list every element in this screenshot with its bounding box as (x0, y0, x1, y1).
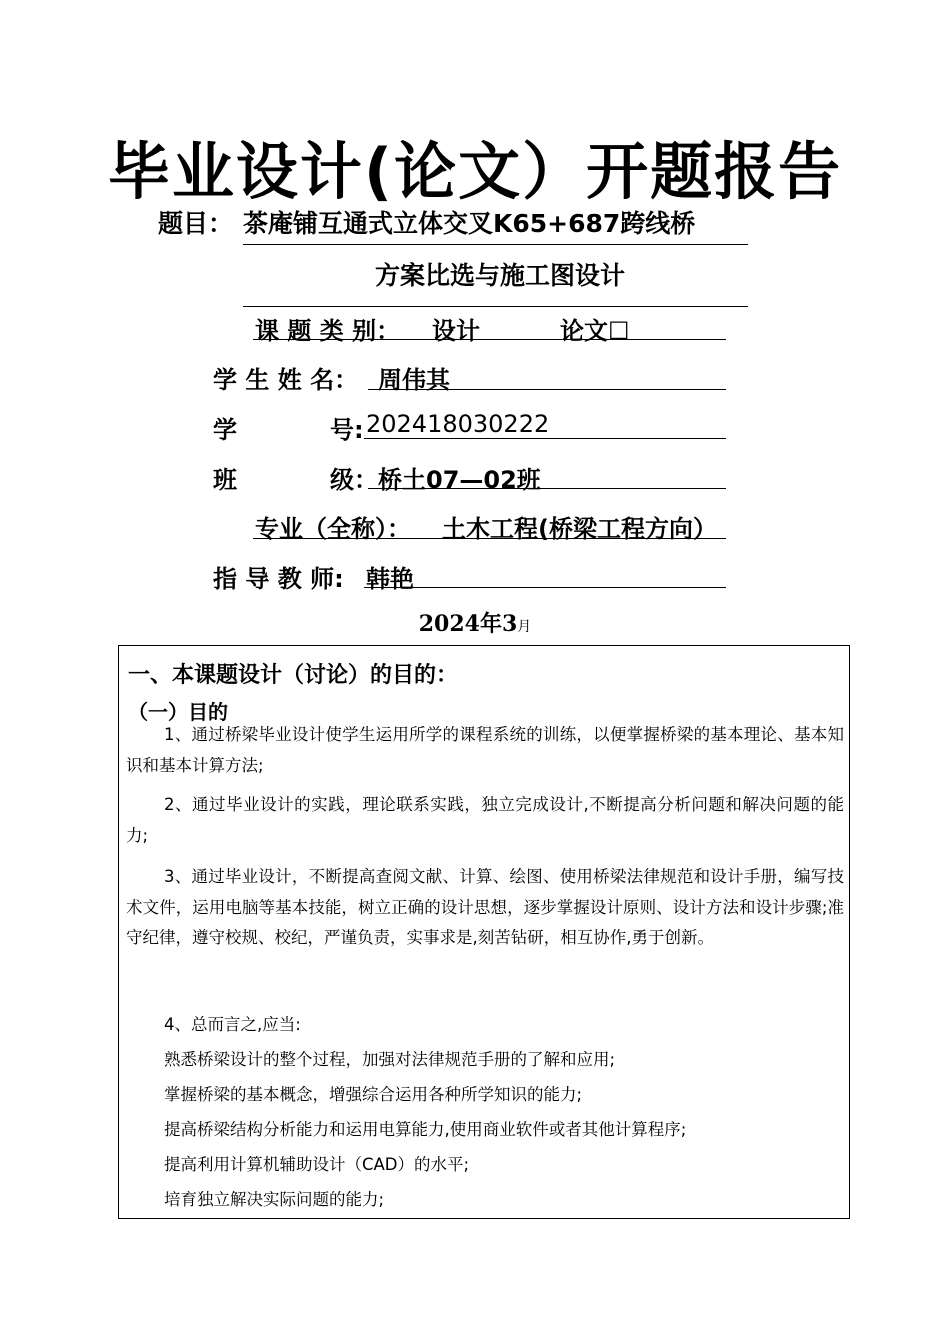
student-id-value: 202418030222 (366, 410, 550, 438)
category-label: 课 题 类 别： (255, 317, 401, 345)
major-value: 土木工程(桥梁工程方向） (442, 515, 717, 543)
student-id-label-b: 号: (330, 416, 364, 444)
goal-item: 培育独立解决实际问题的能力; (164, 1190, 385, 1209)
topic-line-1: 茶庵铺互通式立体交叉K65+687跨线桥 (243, 209, 696, 238)
name-underline (368, 389, 726, 390)
class-underline (368, 488, 726, 489)
paragraph-1: 1、通过桥梁毕业设计使学生运用所学的课程系统的训练，以便掌握桥梁的基本理论、基本知识和基本计算方法; (126, 725, 844, 775)
advisor-underline (364, 587, 726, 588)
goal-item: 熟悉桥梁设计的整个过程，加强对法律规范手册的了解和应用; (164, 1050, 616, 1069)
student-id-label-a: 学 (213, 416, 237, 444)
advisor-label: 指 导 教 师: (213, 565, 344, 593)
category-thesis-checkbox: 论文☐ (560, 317, 630, 345)
category-underline (253, 339, 726, 340)
goal-item: 掌握桥梁的基本概念，增强综合运用各种所学知识的能力; (164, 1085, 583, 1104)
goal-item: 提高利用计算机辅助设计（CAD）的水平; (164, 1155, 470, 1174)
student-name-label: 学 生 姓 名： (213, 366, 359, 394)
major-underline (253, 538, 726, 539)
paragraph-4: 4、总而言之,应当: (164, 1015, 301, 1034)
page-title: 毕业设计(论文）开题报告 (107, 135, 843, 208)
paragraph-2: 2、通过毕业设计的实践，理论联系实践，独立完成设计,不断提高分析问题和解决问题的能力; (126, 795, 844, 845)
topic-label: 题目： (158, 209, 234, 238)
class-label-b: 级： (330, 466, 378, 494)
id-underline (364, 438, 726, 439)
class-value: 桥土07—02班 (378, 466, 541, 494)
report-date: 2024年3月 (418, 611, 532, 637)
section-heading: 一、本课题设计（讨论）的目的： (128, 663, 459, 688)
goal-item: 提高桥梁结构分析能力和运用电算能力,使用商业软件或者其他计算程序; (164, 1120, 687, 1139)
major-label: 专业（全称）： (255, 515, 411, 543)
advisor-value: 韩艳 (366, 565, 414, 593)
topic-underline-2 (243, 306, 748, 307)
student-name-value: 周伟其 (378, 366, 450, 394)
class-label-a: 班 (213, 466, 237, 494)
category-design: 设计 (432, 317, 480, 345)
paragraph-3: 3、通过毕业设计，不断提高查阅文献、计算、绘图、使用桥梁法律规范和设计手册，编写技术文件，运用电脑等基本技能，树立正确的设计思想，逐步掌握设计原则、设计方法和设计步骤;准守纪律，遵守校规、校纪，严谨负责，实事求是,刻苦钻研，相互协作,勇于创新。 (126, 867, 844, 947)
topic-underline-1 (243, 244, 748, 245)
topic-line-2: 方案比选与施工图设计 (374, 261, 625, 290)
sub-heading: （一）目的 (128, 700, 228, 724)
